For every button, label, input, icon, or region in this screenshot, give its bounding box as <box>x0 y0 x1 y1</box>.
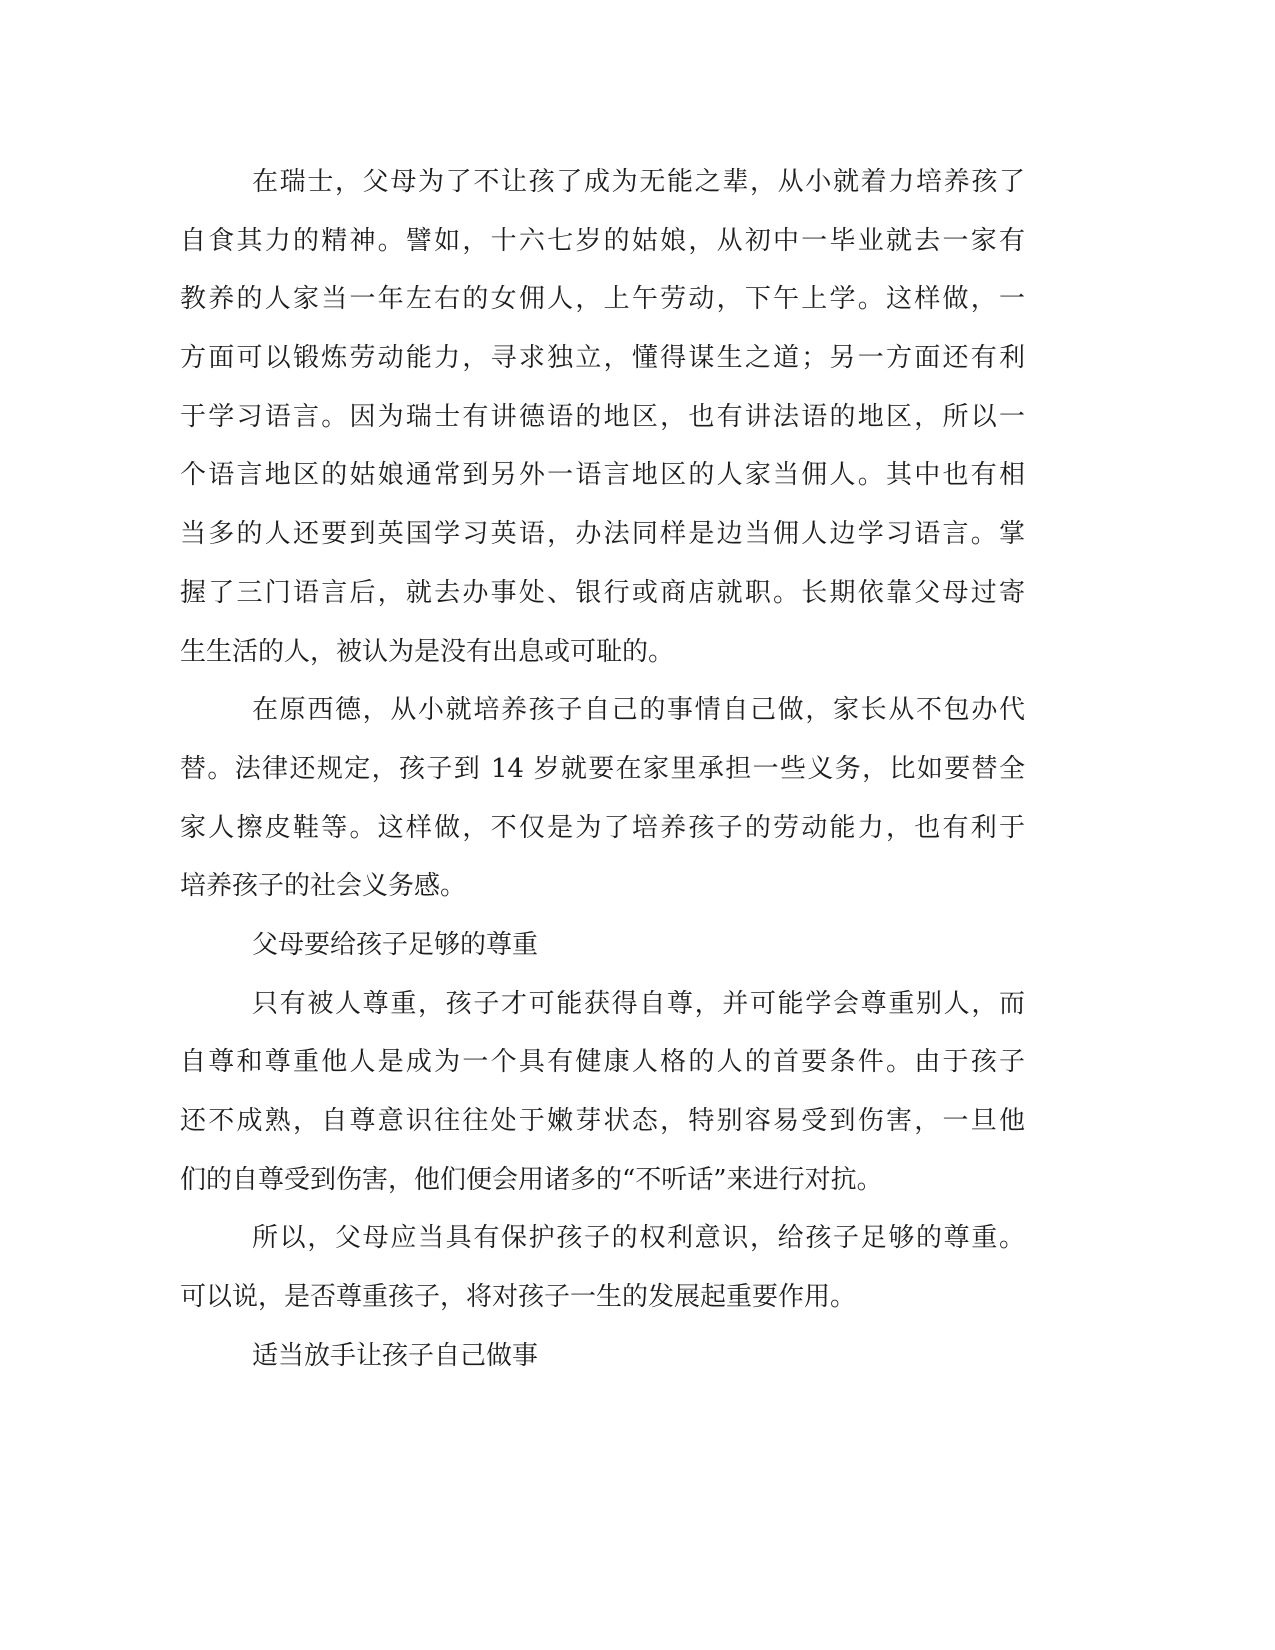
text-line: 在原西德，从小就培养孩子自己的事情自己做，家长从不包办代 <box>252 695 1025 726</box>
heading-line: 适当放手让孩子自己做事 <box>252 1340 539 1371</box>
text-line: 方面可以锻炼劳动能力，寻求独立，懂得谋生之道；另一方面还有利 <box>180 343 1025 374</box>
text-line: 还不成熟，自尊意识往往处于嫩芽状态，特别容易受到伤害，一旦他 <box>180 1106 1025 1136</box>
text-line: 生生活的人，被认为是没有出息或可耻的。 <box>180 636 675 667</box>
paragraph-self-respect <box>180 975 1025 1210</box>
text-line: 只有被人尊重，孩子才可能获得自尊，并可能学会尊重别人，而 <box>252 988 1025 1019</box>
text-line: 所以，父母应当具有保护孩子的权利意识，给孩子足够的尊重。 <box>252 1223 1025 1254</box>
text-line: 个语言地区的姑娘通常到另外一语言地区的人家当佣人。其中也有相 <box>180 460 1025 491</box>
text-line: 于学习语言。因为瑞士有讲德语的地区，也有讲法语的地区，所以一 <box>180 401 1025 432</box>
section-heading-respect <box>180 916 1025 975</box>
text-line: 当多的人还要到英国学习英语，办法同样是边当佣人边学习语言。掌 <box>180 519 1025 550</box>
text-line: 替。法律还规定，孩子到 14 岁就要在家里承担一些义务，比如要替全 <box>180 753 1025 784</box>
paragraph-rights-awareness <box>180 1209 1025 1326</box>
paragraph-west-germany <box>180 681 1025 916</box>
document-body <box>180 153 1025 1385</box>
paragraph-switzerland <box>180 153 1025 681</box>
text-line: 自尊和尊重他人是成为一个具有健康人格的人的首要条件。由于孩子 <box>180 1047 1025 1078</box>
text-line: 可以说，是否尊重孩子，将对孩子一生的发展起重要作用。 <box>180 1282 857 1313</box>
text-line: 培养孩子的社会义务感。 <box>180 871 467 902</box>
section-heading-let-go <box>180 1327 1025 1386</box>
text-line: 教养的人家当一年左右的女佣人，上午劳动，下午上学。这样做，一 <box>180 284 1025 315</box>
text-line: 家人擦皮鞋等。这样做，不仅是为了培养孩子的劳动能力，也有利于 <box>180 812 1025 843</box>
text-line: 自食其力的精神。譬如，十六七岁的姑娘，从初中一毕业就去一家有 <box>180 225 1025 256</box>
text-line: 们的自尊受到伤害，他们便会用诸多的“不听话”来进行对抗。 <box>180 1164 883 1195</box>
heading-line: 父母要给孩子足够的尊重 <box>252 929 539 960</box>
text-line: 在瑞士，父母为了不让孩了成为无能之辈，从小就着力培养孩了 <box>252 167 1025 197</box>
text-line: 握了三门语言后，就去办事处、银行或商店就职。长期依靠父母过寄 <box>180 577 1025 608</box>
